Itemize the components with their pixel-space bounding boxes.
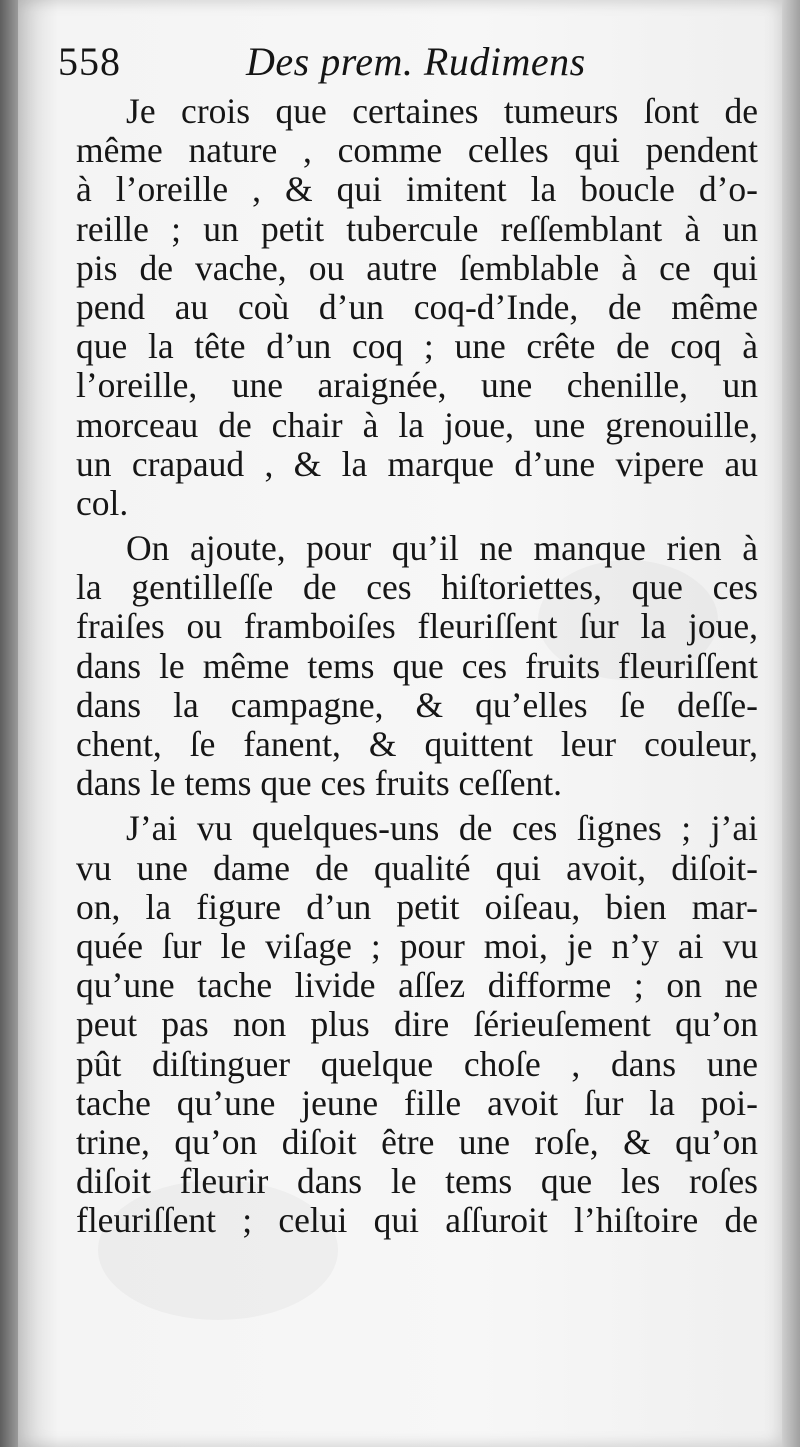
text-line: reille ; un petit tubercule reſſemblant à un <box>76 208 758 249</box>
text-line: trine, qu’on diſoit être une roſe, & qu’on <box>76 1121 758 1162</box>
text-line: un crapaud , & la marque d’une vipere au <box>76 443 758 484</box>
text-line: tache qu’une jeune fille avoit ſur la poi- <box>76 1082 758 1123</box>
text-line: dans le tems que ces fruits ceſſent. <box>76 763 562 804</box>
book-gutter-shadow <box>0 0 18 1447</box>
text-line: dans le même tems que ces fruits fleuriſſent <box>76 645 758 686</box>
text-line: l’oreille, une araignée, une chenille, un <box>76 365 758 406</box>
text-line: J’ai vu quelques-uns de ces ſignes ; j’ai <box>126 808 758 849</box>
text-line: diſoit fleurir dans le tems que les roſes <box>76 1161 758 1202</box>
running-title: Des prem. Rudimens <box>246 39 586 84</box>
text-line: pend au coù d’un coq-d’Inde, de même <box>76 286 758 327</box>
text-line: peut pas non plus dire ſérieuſement qu’on <box>76 1004 758 1045</box>
text-line: la gentilleſſe de ces hiſtoriettes, que ces <box>76 567 758 608</box>
text-line: On ajoute, pour qu’il ne manque rien à <box>126 528 758 569</box>
text-line: qu’une tache livide aſſez difforme ; on ne <box>76 965 758 1006</box>
body-text <box>76 92 758 1240</box>
page-number: 558 <box>58 39 121 84</box>
text-line: morceau de chair à la joue, une grenouille, <box>76 404 758 445</box>
page-edge-shadow <box>782 0 800 1447</box>
text-line: quée ſur le viſage ; pour moi, je n’y ai vu <box>76 925 758 966</box>
page-header <box>58 38 758 98</box>
book-page <box>18 0 782 1447</box>
text-line: chent, ſe fanent, & quittent leur couleur, <box>76 724 758 764</box>
text-line: col. <box>76 482 129 523</box>
text-line: dans la campagne, & qu’elles ſe deſſe- <box>76 684 758 725</box>
text-line: à l’oreille , & qui imitent la boucle d’o- <box>76 169 758 210</box>
text-line: on, la figure d’un petit oiſeau, bien mar- <box>76 886 758 927</box>
text-line: que la tête d’un coq ; une crête de coq à <box>76 326 758 367</box>
text-line: Je crois que certaines tumeurs ſont de <box>126 91 758 131</box>
text-line: pis de vache, ou autre ſemblable à ce qui <box>76 247 758 288</box>
text-line: pût diſtinguer quelque choſe , dans une <box>76 1043 758 1084</box>
text-line: fraiſes ou framboiſes fleuriſſent ſur la joue, <box>76 606 758 647</box>
text-line: même nature , comme celles qui pendent <box>76 130 758 171</box>
text-line: vu une dame de qualité qui avoit, diſoit- <box>76 847 758 888</box>
text-line: fleuriſſent ; celui qui aſſuroit l’hiſtoire de <box>76 1200 758 1241</box>
